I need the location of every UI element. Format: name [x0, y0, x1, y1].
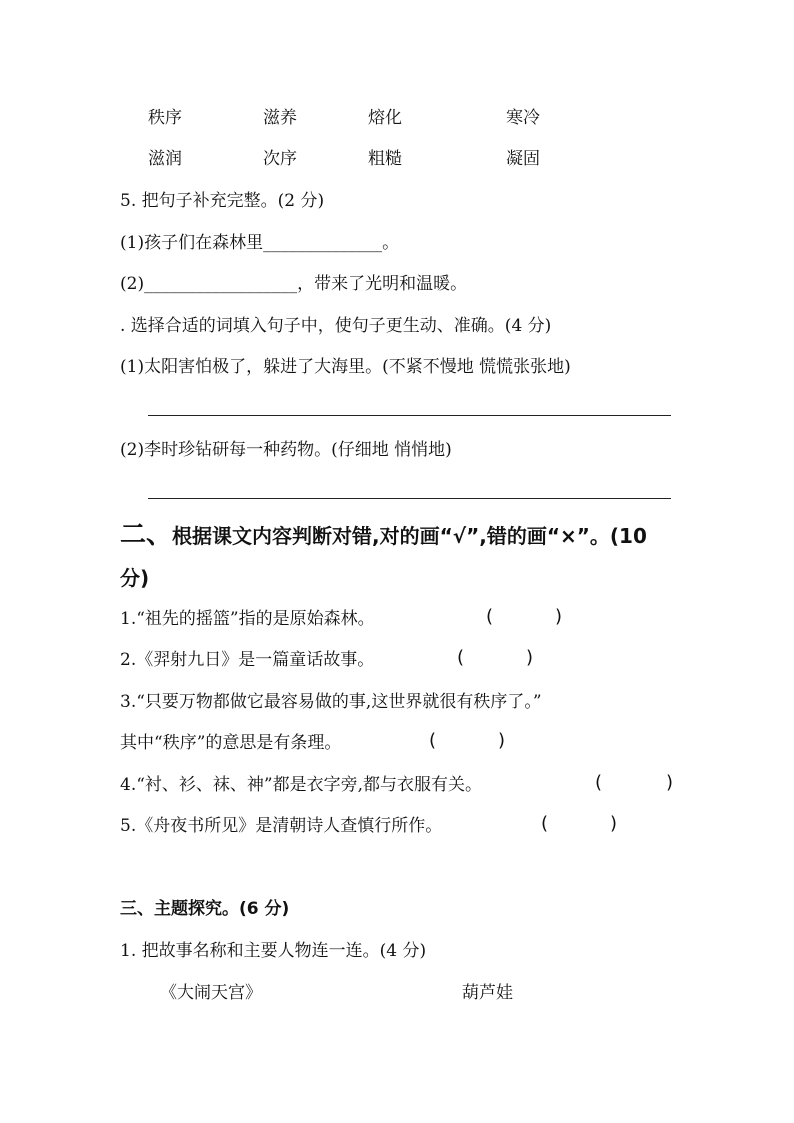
word-item: 熔化 — [368, 108, 402, 128]
section-2-title-continued: 分) — [120, 566, 150, 590]
story-name: 《大闹天宫》 — [160, 983, 262, 1003]
judge-item-5: 5.《舟夜书所见》是清朝诗人查慎行所作。 — [120, 816, 443, 836]
paren-close: ) — [610, 813, 618, 834]
answer-line — [148, 498, 671, 499]
judge-item-4: 4.“衬、衫、袜、神”都是衣字旁,都与衣服有关。 — [120, 775, 483, 795]
question-5-sentence-2: (2)__________________，带来了光明和温暖。 — [120, 274, 468, 294]
word-item: 凝固 — [506, 149, 540, 169]
section-3-heading: 三、主题探究。(6 分) — [120, 899, 290, 919]
word-item: 滋养 — [263, 108, 297, 128]
judge-item-2: 2.《羿射九日》是一篇童话故事。 — [120, 650, 375, 670]
word-item: 滋润 — [148, 149, 182, 169]
paren-close: ) — [498, 730, 506, 751]
paren-open: ( — [595, 772, 603, 793]
question-6-sentence-2: (2)李时珍钻研每一种药物。(仔细地 悄悄地) — [120, 440, 452, 460]
word-item: 秩序 — [148, 108, 182, 128]
word-item: 寒冷 — [506, 108, 540, 128]
question-5-title: 5. 把句子补充完整。(2 分) — [120, 191, 325, 211]
question-5-sentence-1: (1)孩子们在森林里______________。 — [120, 233, 400, 253]
section-2-number: 二、 — [120, 520, 173, 550]
judge-item-1: 1.“祖先的摇篮”指的是原始森林。 — [120, 609, 375, 629]
paren-open: ( — [457, 647, 465, 668]
question-6-sentence-1: (1)太阳害怕极了，躲进了大海里。(不紧不慢地 慌慌张张地) — [120, 357, 571, 377]
judge-item-3-continued: 其中“秩序”的意思是有条理。 — [120, 733, 342, 753]
section-2-heading — [120, 522, 647, 549]
paren-open: ( — [486, 606, 494, 627]
paren-open: ( — [429, 730, 437, 751]
word-item: 粗糙 — [368, 149, 402, 169]
paren-close: ) — [555, 606, 563, 627]
question-6-title: . 选择合适的词填入句子中，使句子更生动、准确。(4 分) — [120, 316, 552, 336]
word-item: 次序 — [263, 149, 297, 169]
paren-close: ) — [526, 647, 534, 668]
paren-close: ) — [666, 772, 674, 793]
paren-open: ( — [541, 813, 549, 834]
judge-item-3: 3.“只要万物都做它最容易做的事,这世界就很有秩序了。” — [120, 692, 542, 712]
section-2-title: 根据课文内容判断对错,对的画“√”,错的画“×”。(10 — [172, 524, 647, 548]
answer-line — [148, 415, 671, 416]
character-name: 葫芦娃 — [462, 983, 513, 1003]
section-3-question-1: 1. 把故事名称和主要人物连一连。(4 分) — [120, 941, 427, 961]
